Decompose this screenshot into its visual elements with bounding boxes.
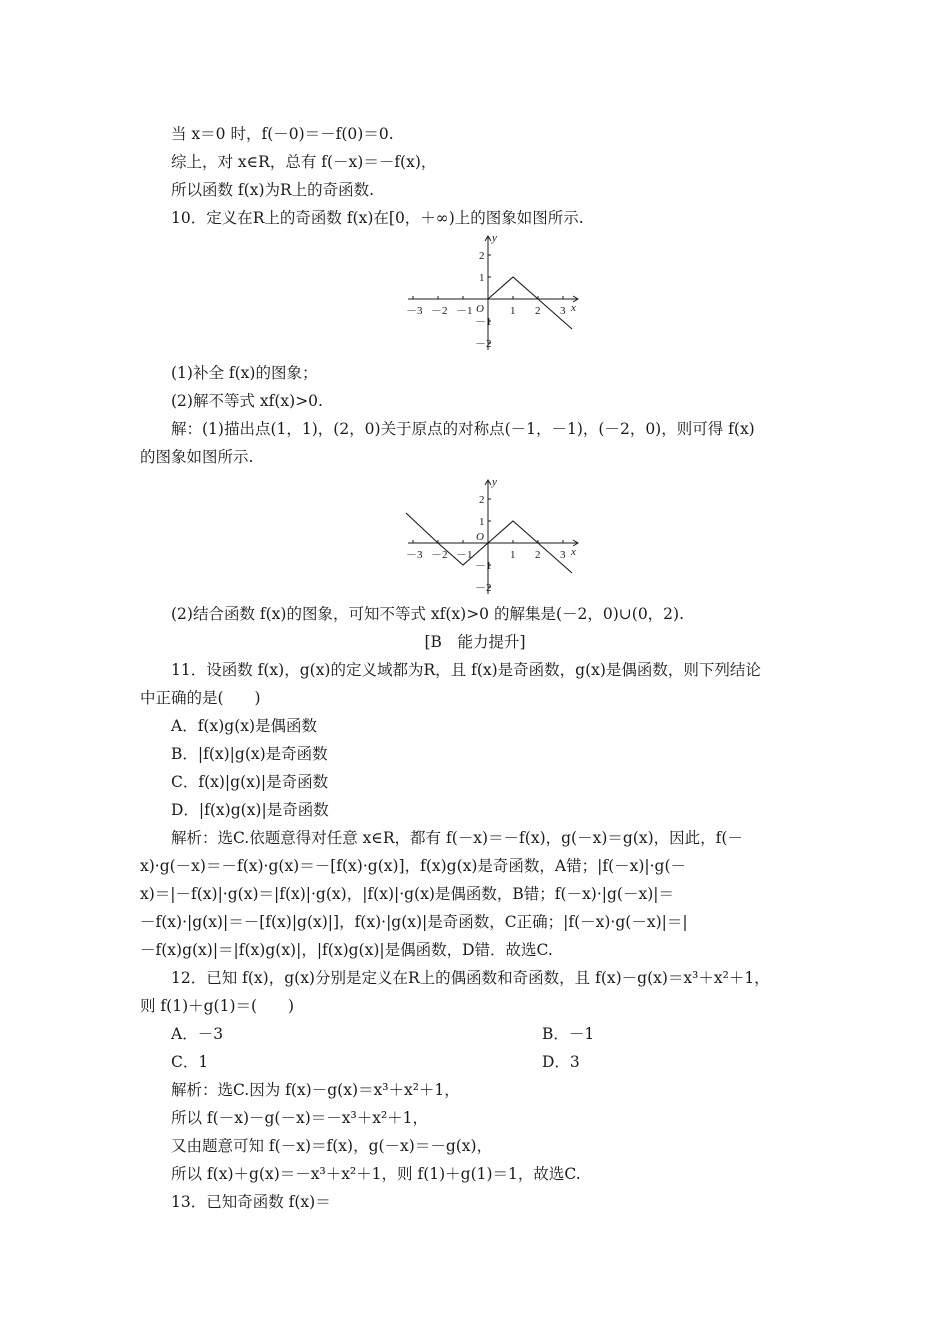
option-12-a: A．－3: [171, 1025, 224, 1043]
y-tick-neg2: －2: [475, 338, 492, 350]
option-d: D．|f(x)g(x)|是奇函数: [171, 801, 329, 819]
question-12: 12．已知 f(x)，g(x)分别是定义在R上的偶函数和奇函数，且 f(x)－g(x)＝x³＋x²＋1，: [171, 969, 770, 987]
question-11-cont: 中正确的是( ): [140, 689, 261, 707]
question-10: 10．定义在R上的奇函数 f(x)在[0，＋∞)上的图象如图所示.: [171, 209, 584, 227]
function-curve: [488, 277, 572, 329]
option-c: C．f(x)|g(x)|是奇函数: [171, 773, 329, 791]
x-axis-label: x: [571, 546, 576, 558]
section-heading: [B 能力提升]: [424, 633, 526, 651]
analysis-11-line-5: －f(x)g(x)|＝|f(x)g(x)|，|f(x)g(x)|是偶函数，D错．故选C.: [140, 941, 553, 959]
y-tick-1: 1: [479, 516, 485, 528]
y-axis-label: y: [492, 232, 497, 244]
analysis-12-line-1: 解析：选C.因为 f(x)－g(x)＝x³＋x²＋1，: [171, 1081, 460, 1099]
graph-original: [400, 230, 590, 355]
line-3: 所以函数 f(x)为R上的奇函数.: [171, 181, 375, 199]
analysis-12-line-3: 又由题意可知 f(－x)＝f(x)，g(－x)＝－g(x)，: [171, 1137, 493, 1155]
part-2: (2)解不等式 xf(x)>0.: [171, 392, 323, 410]
x-tick-3: 3: [560, 549, 566, 561]
origin-label: O: [476, 531, 484, 543]
analysis-12-line-4: 所以 f(x)＋g(x)＝－x³＋x²＋1，则 f(1)＋g(1)＝1，故选C.: [171, 1165, 581, 1183]
x-tick-neg2: －2: [431, 549, 448, 561]
question-11: 11．设函数 f(x)，g(x)的定义域都为R，且 f(x)是奇函数，g(x)是偶函数，则下列结论: [171, 661, 761, 679]
analysis-11-line-3: x)＝|－f(x)|·g(x)＝|f(x)|·g(x)，|f(x)|·g(x)是偶函数，B错；f(－x)·|g(－x)|＝: [140, 885, 674, 903]
x-axis-label: x: [571, 302, 576, 314]
x-tick-2: 2: [535, 549, 541, 561]
y-tick-2: 2: [479, 250, 485, 262]
question-13: 13．已知奇函数 f(x)＝: [171, 1193, 331, 1211]
x-tick-3: 3: [560, 305, 566, 317]
x-tick-1: 1: [510, 549, 516, 561]
solution-line-2: 的图象如图所示.: [140, 448, 254, 466]
y-tick-neg2: －2: [475, 582, 492, 594]
x-tick-1: 1: [510, 305, 516, 317]
part-1: (1)补全 f(x)的图象；: [171, 364, 318, 382]
x-tick-neg1: －1: [456, 305, 473, 317]
solution-part-2: (2)结合函数 f(x)的图象，可知不等式 xf(x)>0 的解集是(－2，0)∪(0，2).: [171, 605, 685, 623]
analysis-11-line-4: －f(x)·|g(x)|＝－[f(x)|g(x)|]，f(x)·|g(x)|是奇函数，C正确；|f(－x)·g(－x)|＝|: [140, 913, 688, 931]
x-tick-neg3: －3: [406, 549, 423, 561]
y-tick-1: 1: [479, 272, 485, 284]
analysis-11-line-1: 解析：选C.依题意得对任意 x∈R，都有 f(－x)＝－f(x)，g(－x)＝g(x)，因此，f(－: [171, 829, 743, 847]
origin-label: O: [476, 303, 484, 315]
x-tick-neg1: －1: [456, 549, 473, 561]
x-tick-neg2: －2: [431, 305, 448, 317]
line-1: 当 x＝0 时，f(－0)＝－f(0)＝0.: [171, 125, 394, 143]
y-tick-neg1: －1: [475, 560, 492, 572]
x-tick-neg3: －3: [406, 305, 423, 317]
solution-line-1: 解：(1)描出点(1，1)，(2，0)关于原点的对称点(－1，－1)，(－2，0)，则可得 f(x): [171, 420, 755, 438]
option-b: B．|f(x)|g(x)是奇函数: [171, 745, 328, 763]
analysis-11-line-2: x)·g(－x)＝－f(x)·g(x)＝－[f(x)·g(x)]，f(x)g(x)是奇函数，A错；|f(－x)|·g(－: [140, 857, 687, 875]
question-12-cont: 则 f(1)＋g(1)＝( ): [140, 997, 295, 1015]
option-12-c: C．1: [171, 1053, 209, 1071]
option-12-b: B．－1: [542, 1025, 595, 1043]
option-12-d: D．3: [542, 1053, 580, 1071]
option-a: A．f(x)g(x)是偶函数: [171, 717, 318, 735]
graph-completed: [400, 474, 590, 599]
analysis-12-line-2: 所以 f(－x)－g(－x)＝－x³＋x²＋1，: [171, 1109, 429, 1127]
line-2: 综上，对 x∈R，总有 f(－x)＝－f(x)，: [171, 153, 437, 171]
y-tick-2: 2: [479, 494, 485, 506]
y-tick-neg1: －1: [475, 316, 492, 328]
y-axis-label: y: [492, 476, 497, 488]
x-tick-2: 2: [535, 305, 541, 317]
